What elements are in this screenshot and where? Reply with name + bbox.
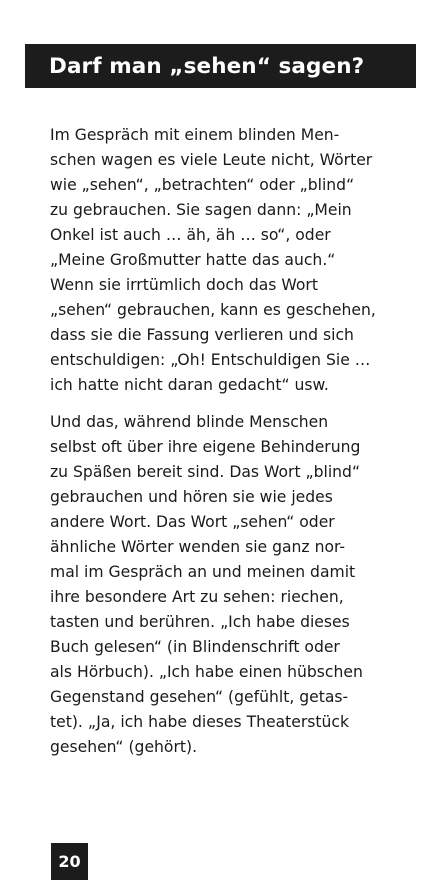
text-line: ihre besondere Art zu sehen: riechen,: [50, 588, 344, 606]
text-line: tasten und berühren. „Ich habe dieses: [50, 613, 350, 631]
article-body: [50, 123, 400, 760]
text-line: Onkel ist auch … äh, äh … so“, oder: [50, 226, 331, 244]
text-line: ähnliche Wörter wenden sie ganz nor-: [50, 538, 346, 556]
text-line: Im Gespräch mit einem blinden Men-: [50, 126, 340, 144]
text-line: andere Wort. Das Wort „sehen“ oder: [50, 513, 335, 531]
text-line: Wenn sie irrtümlich doch das Wort: [50, 276, 318, 294]
text-line: gesehen“ (gehört).: [50, 738, 198, 756]
text-line: ich hatte nicht daran gedacht“ usw.: [50, 376, 329, 394]
text-line: schen wagen es viele Leute nicht, Wörter: [50, 151, 373, 169]
text-line: wie „sehen“, „betrachten“ oder „blind“: [50, 176, 355, 194]
text-line: „sehen“ gebrauchen, kann es geschehen,: [50, 301, 376, 319]
text-line: dass sie die Fassung verlieren und sich: [50, 326, 354, 344]
page-number-badge: [51, 843, 88, 880]
text-line: Und das, während blinde Menschen: [50, 413, 329, 431]
text-line: Buch gelesen“ (in Blindenschrift oder: [50, 638, 340, 656]
text-line: selbst oft über ihre eigene Behinderung: [50, 438, 361, 456]
page-number: 20: [58, 852, 81, 871]
paragraph: [50, 123, 400, 398]
page-title: Darf man „sehen“ sagen?: [49, 53, 365, 79]
text-line: als Hörbuch). „Ich habe einen hübschen: [50, 663, 363, 681]
text-line: mal im Gespräch an und meinen damit: [50, 563, 356, 581]
paragraph: [50, 410, 400, 760]
text-line: Gegenstand gesehen“ (gefühlt, getas-: [50, 688, 349, 706]
heading-banner: [25, 44, 416, 88]
text-line: „Meine Großmutter hatte das auch.“: [50, 251, 336, 269]
text-line: entschuldigen: „Oh! Entschuldigen Sie …: [50, 351, 371, 369]
text-line: zu Späßen bereit sind. Das Wort „blind“: [50, 463, 361, 481]
text-line: tet). „Ja, ich habe dieses Theaterstück: [50, 713, 349, 731]
text-line: zu gebrauchen. Sie sagen dann: „Mein: [50, 201, 352, 219]
text-line: gebrauchen und hören sie wie jedes: [50, 488, 333, 506]
